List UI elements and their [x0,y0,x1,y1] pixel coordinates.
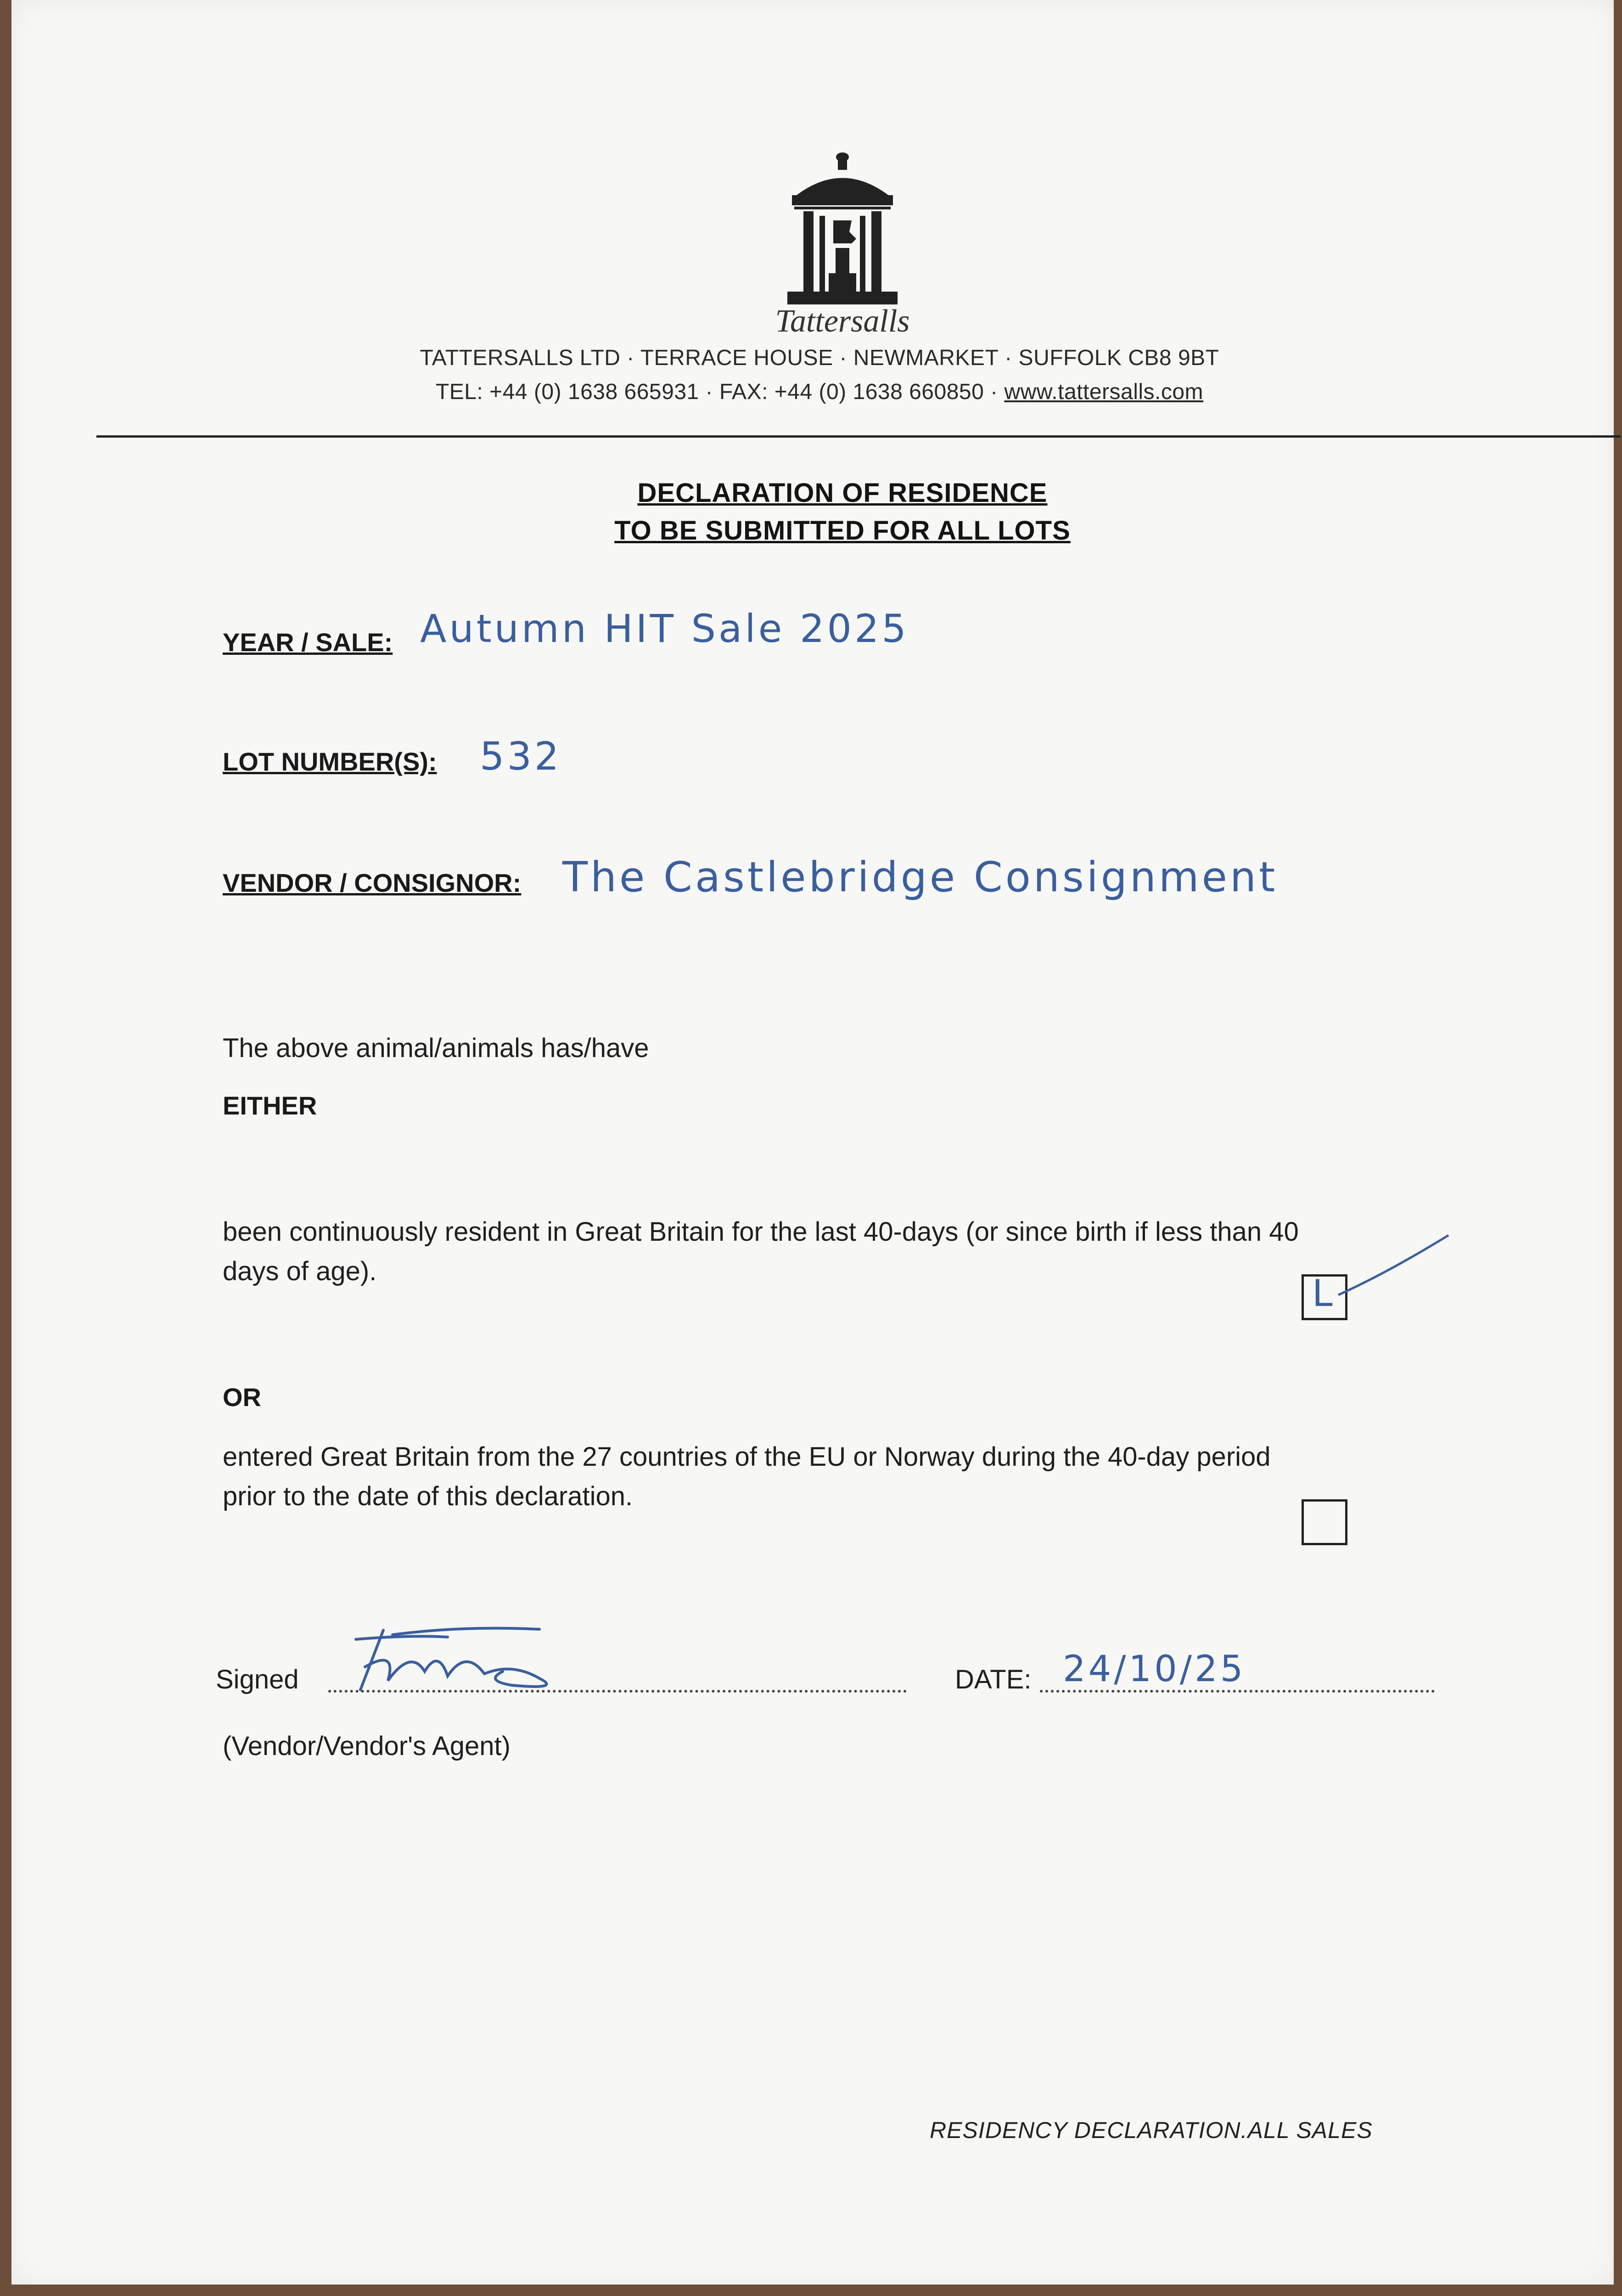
signature-scribble-icon [347,1621,585,1704]
lot-number-label: LOT NUMBER(S): [223,747,437,776]
date-value: 24/10/25 [1063,1649,1246,1690]
vendor-label: VENDOR / CONSIGNOR: [223,868,522,897]
either-label: EITHER [223,1091,317,1120]
document-title-line2: TO BE SUBMITTED FOR ALL LOTS [614,516,1071,546]
document-page [11,0,1614,2285]
option1-line1: been continuously resident in Great Britain for the last 40-days (or since birth if less than 40 [223,1217,1299,1247]
contact-text: TEL: +44 (0) 1638 665931 · FAX: +44 (0) 1638 660850 · [435,380,1005,404]
vendor-agent-label: (Vendor/Vendor's Agent) [223,1731,511,1761]
declaration-intro: The above animal/animals has/have [223,1033,649,1063]
signed-label: Signed [216,1665,299,1694]
or-label: OR [223,1383,261,1412]
option1-tick-stroke-icon [1334,1231,1453,1300]
option2-line1: entered Great Britain from the 27 countries of the EU or Norway during the 40-day period [223,1442,1271,1472]
lot-number-value: 532 [480,734,562,779]
date-line [1040,1690,1435,1693]
option1-line2: days of age). [223,1256,377,1286]
header-divider [96,435,1621,438]
contact-line [131,379,1508,405]
year-sale-value: Autumn HIT Sale 2025 [420,606,909,651]
document-title-line1: DECLARATION OF RESIDENCE [637,478,1048,508]
address-line: TATTERSALLS LTD · TERRACE HOUSE · NEWMARKET · SUFFOLK CB8 9BT [420,346,1219,370]
logo-wordmark: Tattersalls [775,304,910,339]
year-sale-label: YEAR / SALE: [223,628,393,657]
website-link[interactable]: www.tattersalls.com [1004,380,1204,404]
option2-line2: prior to the date of this declaration. [223,1481,633,1511]
vendor-value: The Castlebridge Consignment [562,853,1278,901]
option2-checkbox[interactable] [1302,1499,1347,1545]
date-label: DATE: [955,1665,1032,1694]
tattersalls-logo-icon [783,152,902,308]
option1-checkbox-mark: L [1312,1272,1333,1315]
footer-label: RESIDENCY DECLARATION.ALL SALES [930,2117,1373,2143]
